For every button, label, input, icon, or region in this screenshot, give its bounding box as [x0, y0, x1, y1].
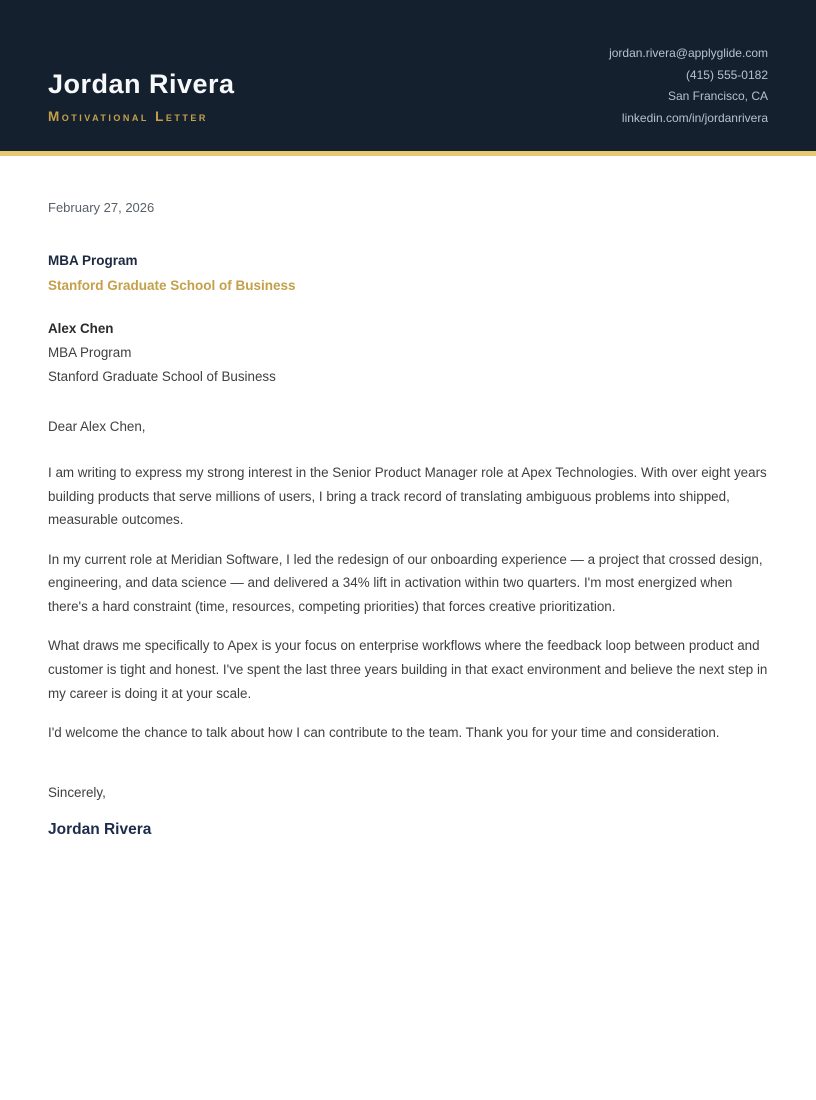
- recipient-institution: Stanford Graduate School of Business: [48, 369, 276, 384]
- salutation: Dear Alex Chen,: [48, 419, 146, 434]
- contact-block: [609, 43, 768, 151]
- contact-phone: (415) 555-0182: [685, 67, 768, 82]
- recipient-role: MBA Program: [48, 345, 132, 360]
- letter-header: [0, 0, 816, 156]
- recipient-block: [48, 253, 768, 384]
- signature-name: Jordan Rivera: [48, 820, 152, 838]
- paragraph-intro: I am writing to express my strong interest in the Senior Product Manager role at Apex Technologies. With over eight years building products that serve millions of users, I bring a track record of translating ambiguous problems into shipped, measurable outcomes.: [48, 465, 767, 528]
- page-title: Jordan Rivera: [48, 69, 235, 99]
- closing-block: [48, 785, 768, 839]
- recipient-org: MBA Program: [48, 253, 138, 268]
- header-identity: [48, 70, 235, 151]
- contact-location: San Francisco, CA: [667, 89, 768, 104]
- recipient-name: Alex Chen: [48, 321, 114, 336]
- recipient-school: Stanford Graduate School of Business: [48, 278, 296, 293]
- letter-body: [0, 156, 816, 839]
- letter-paragraphs: [48, 461, 768, 745]
- paragraph-thanks: I'd welcome the chance to talk about how I can contribute to the team. Thank you for your time and consideration.: [48, 724, 720, 740]
- letter-date: February 27, 2026: [48, 200, 155, 215]
- contact-linkedin: linkedin.com/in/jordanrivera: [621, 110, 768, 125]
- paragraph-motivation: What draws me specifically to Apex is your focus on enterprise workflows where the feedback loop between product and customer is tight and honest. I've spent the last three years building in that exact environment and believe the next step in my career is doing it at your scale.: [48, 638, 768, 701]
- closing-word: Sincerely,: [48, 784, 106, 800]
- contact-email: jordan.rivera@applyglide.com: [609, 46, 768, 60]
- recipient-person: [48, 321, 768, 384]
- letter-subtitle: Motivational Letter: [48, 109, 208, 125]
- paragraph-experience: In my current role at Meridian Software, I led the redesign of our onboarding experience — a project that crossed design, engineering, and data science — and delivered a 34% lift in activation within two quarters. I'm most energized when there's a hard constraint (time, resources, competing priorities) that forces creative prioritization.: [48, 551, 763, 615]
